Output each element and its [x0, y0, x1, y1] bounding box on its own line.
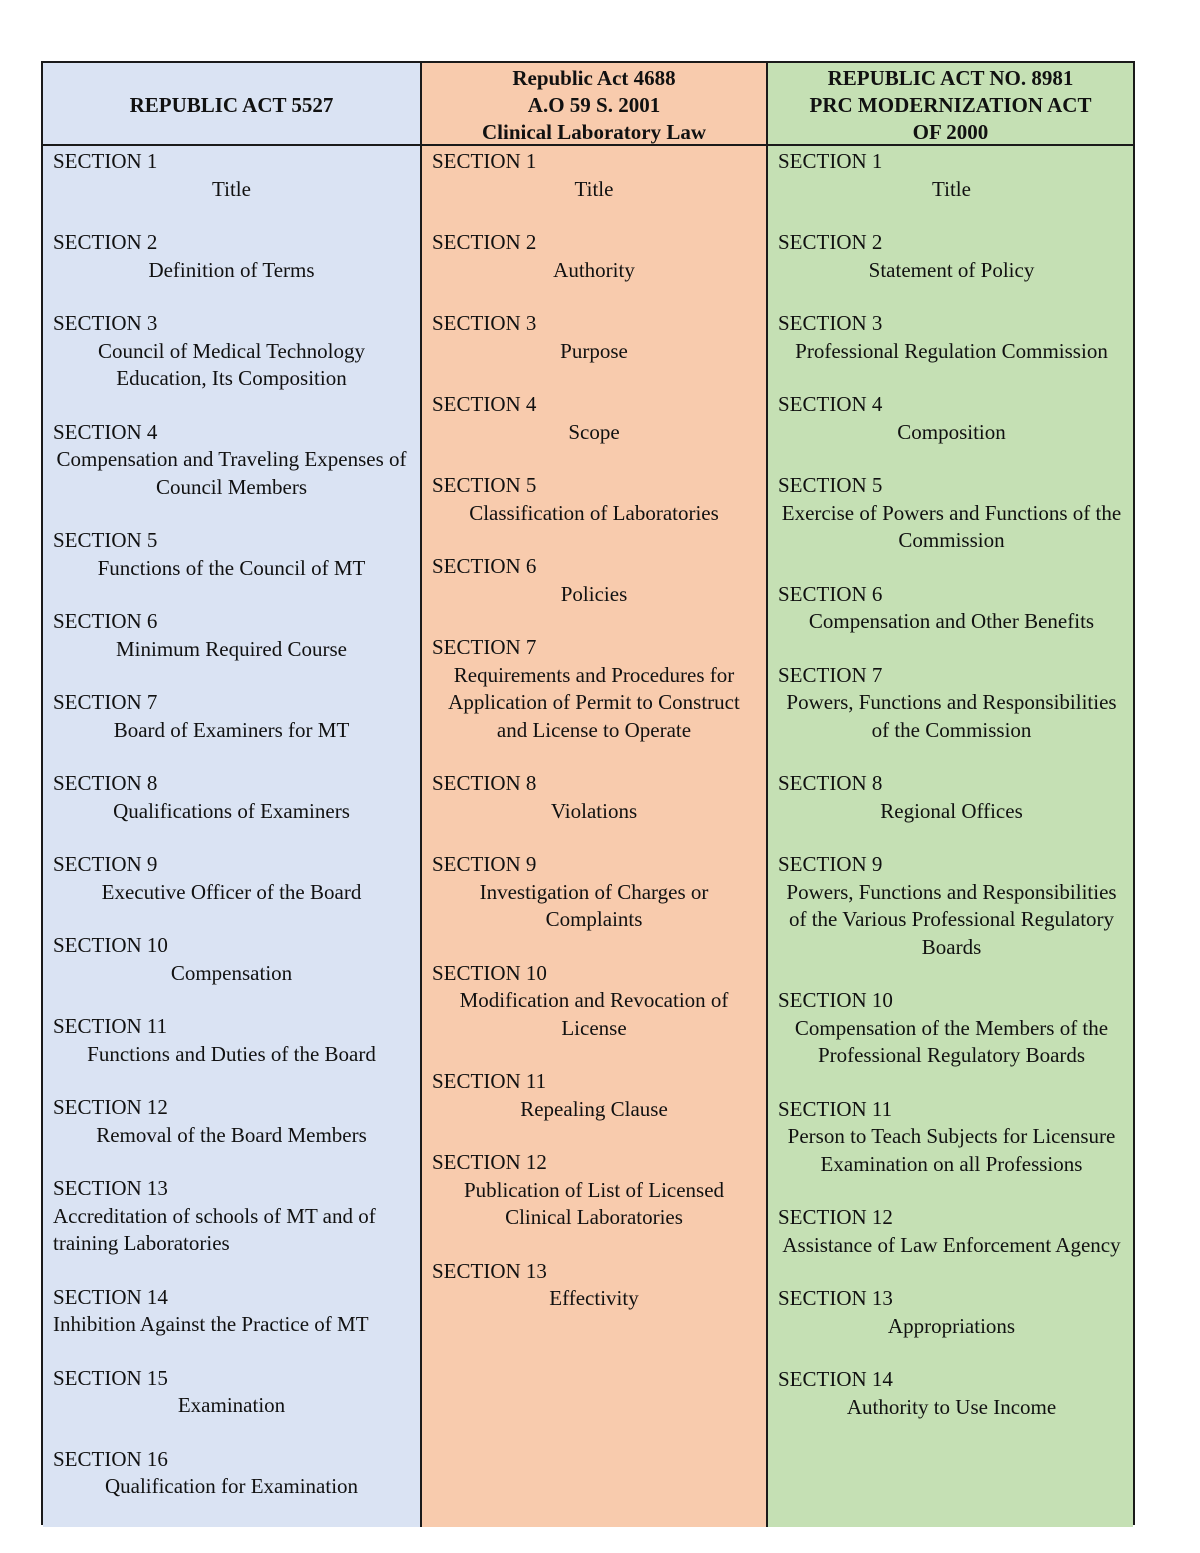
- section-entry: [778, 662, 1125, 745]
- column-body-ra8981: [768, 146, 1133, 1527]
- section-entry: [432, 553, 756, 608]
- section-entry: [432, 1068, 756, 1123]
- section-title: Compensation of the Members of the Professional Regulatory Boards: [794, 1015, 1109, 1067]
- section-number: SECTION 5: [432, 473, 537, 497]
- section-entry: [778, 310, 1125, 365]
- section-title: Scope: [568, 419, 620, 444]
- section-title: Professional Regulation Commission: [795, 338, 1108, 363]
- section-number: SECTION 12: [432, 1150, 547, 1174]
- section-title: Effectivity: [549, 1286, 639, 1310]
- section-number: SECTION 8: [432, 771, 537, 795]
- section-number: SECTION 13: [432, 1258, 547, 1283]
- section-number: SECTION 8: [778, 771, 883, 795]
- section-number: SECTION 6: [53, 609, 158, 633]
- section-number: SECTION 15: [53, 1365, 168, 1390]
- section-number: SECTION 10: [778, 988, 893, 1012]
- section-title: Investigation of Charges or Complaints: [479, 879, 709, 931]
- section-number: SECTION 6: [432, 554, 537, 578]
- section-title: Title: [212, 176, 251, 201]
- section-entry: [778, 987, 1125, 1070]
- column-header-line: REPUBLIC ACT NO. 8981: [827, 66, 1074, 90]
- section-title: Minimum Required Course: [116, 636, 347, 661]
- section-number: SECTION 1: [432, 149, 537, 173]
- section-title: Functions and Duties of the Board: [87, 1041, 376, 1066]
- section-entry: [432, 1149, 756, 1232]
- section-entry: [53, 1365, 410, 1420]
- section-number: SECTION 12: [778, 1205, 893, 1229]
- section-entry: [432, 1258, 756, 1313]
- section-number: SECTION 10: [53, 933, 168, 957]
- section-number: SECTION 4: [432, 392, 537, 416]
- section-entry: [778, 148, 1125, 203]
- section-number: SECTION 5: [53, 528, 158, 552]
- section-entry: [432, 770, 756, 825]
- section-title: Policies: [560, 581, 628, 606]
- section-entry: [778, 851, 1125, 961]
- column-header-line: OF 2000: [912, 120, 989, 144]
- section-entry: [53, 148, 410, 203]
- section-number: SECTION 2: [778, 230, 883, 254]
- section-title: Classification of Laboratories: [469, 500, 719, 525]
- section-number: SECTION 14: [53, 1284, 168, 1309]
- section-entry: [53, 851, 410, 906]
- section-title: Compensation: [170, 960, 293, 985]
- section-title: Appropriations: [887, 1313, 1016, 1338]
- section-entry: [432, 148, 756, 203]
- section-number: SECTION 3: [53, 311, 158, 335]
- section-title: Purpose: [560, 338, 628, 363]
- column-header-line: A.O 59 S. 2001: [527, 93, 661, 117]
- section-number: SECTION 6: [778, 581, 883, 606]
- section-number: SECTION 2: [53, 230, 158, 254]
- column-body-ra5527: [43, 146, 422, 1527]
- column-header-line: REPUBLIC ACT 5527: [129, 93, 334, 117]
- column-body-ra4688: [422, 146, 768, 1527]
- section-title: Compensation and Other Benefits: [808, 609, 1095, 633]
- section-entry: [53, 1446, 410, 1501]
- section-number: SECTION 5: [778, 473, 883, 497]
- column-header-ra5527: [43, 63, 422, 146]
- section-title: Person to Teach Subjects for Licensure Examination on all Professions: [787, 1124, 1116, 1176]
- section-entry: [53, 527, 410, 582]
- section-entry: [778, 229, 1125, 284]
- column-header-line: PRC MODERNIZATION ACT: [809, 93, 1092, 117]
- section-number: SECTION 11: [778, 1096, 893, 1121]
- section-title: Council of Medical Technology Education, Its Composition: [97, 338, 365, 390]
- column-header-line: Clinical Laboratory Law: [482, 120, 706, 144]
- section-title: Title: [932, 176, 971, 201]
- section-number: SECTION 9: [432, 852, 537, 876]
- column-header-ra4688: [422, 63, 768, 146]
- section-entry: [53, 932, 410, 987]
- column-header-ra8981: [768, 63, 1133, 146]
- section-title: Powers, Functions and Responsibilities of the Various Professional Regulatory Boards: [786, 879, 1117, 959]
- section-entry: [53, 1284, 410, 1339]
- section-number: SECTION 9: [778, 852, 883, 876]
- section-entry: [432, 634, 756, 744]
- section-number: SECTION 11: [53, 1014, 168, 1038]
- section-title: Definition of Terms: [148, 257, 315, 282]
- section-number: SECTION 3: [778, 311, 883, 335]
- section-number: SECTION 14: [778, 1367, 893, 1391]
- section-number: SECTION 11: [432, 1069, 547, 1093]
- section-title: Authority: [553, 257, 635, 282]
- section-number: SECTION 9: [53, 852, 158, 876]
- section-title: Examination: [177, 1393, 286, 1417]
- section-entry: [53, 770, 410, 825]
- section-title: Publication of List of Licensed Clinical Laboratories: [463, 1177, 725, 1229]
- section-title: Authority to Use Income: [846, 1394, 1057, 1419]
- section-number: SECTION 7: [432, 635, 537, 659]
- section-number: SECTION 1: [778, 149, 883, 173]
- column-header-line: Republic Act 4688: [512, 66, 676, 90]
- section-number: SECTION 7: [53, 690, 158, 714]
- section-entry: [432, 391, 756, 446]
- section-entry: [778, 1096, 1125, 1179]
- section-entry: [432, 229, 756, 284]
- section-entry: [778, 1366, 1125, 1421]
- section-entry: [53, 229, 410, 284]
- section-title: Modification and Revocation of License: [459, 988, 729, 1040]
- section-number: SECTION 8: [53, 771, 158, 795]
- section-number: SECTION 4: [53, 419, 158, 444]
- section-number: SECTION 13: [53, 1176, 168, 1200]
- section-entry: [53, 689, 410, 744]
- section-entry: [778, 472, 1125, 555]
- section-number: SECTION 4: [778, 392, 883, 416]
- section-number: SECTION 16: [53, 1446, 168, 1471]
- section-title: Title: [574, 176, 614, 201]
- section-entry: [778, 581, 1125, 636]
- section-title: Accreditation of schools of MT and of training Laboratories: [53, 1203, 376, 1255]
- section-title: Requirements and Procedures for Application of Permit to Construct and License to Operate: [448, 662, 740, 742]
- section-title: Powers, Functions and Responsibilities of the Commission: [786, 690, 1117, 742]
- section-title: Composition: [897, 419, 1006, 444]
- section-number: SECTION 10: [432, 960, 547, 985]
- section-entry: [53, 1175, 410, 1258]
- section-title: Repealing Clause: [520, 1096, 668, 1121]
- section-title: Exercise of Powers and Functions of the Commission: [781, 500, 1122, 552]
- section-entry: [432, 960, 756, 1043]
- section-title: Assistance of Law Enforcement Agency: [782, 1232, 1121, 1257]
- section-entry: [53, 310, 410, 393]
- section-number: SECTION 1: [53, 149, 158, 173]
- section-entry: [778, 1285, 1125, 1340]
- section-number: SECTION 2: [432, 230, 537, 254]
- section-title: Statement of Policy: [868, 257, 1035, 282]
- section-title: Regional Offices: [880, 798, 1023, 823]
- section-entry: [53, 1094, 410, 1149]
- section-entry: [432, 310, 756, 365]
- section-title: Violations: [550, 798, 638, 823]
- section-entry: [778, 1204, 1125, 1259]
- section-entry: [53, 1013, 410, 1068]
- section-title: Inhibition Against the Practice of MT: [53, 1312, 369, 1336]
- section-entry: [53, 419, 410, 502]
- section-entry: [53, 608, 410, 663]
- section-title: Functions of the Council of MT: [97, 555, 366, 580]
- section-number: SECTION 12: [53, 1095, 168, 1119]
- section-title: Removal of the Board Members: [96, 1122, 367, 1147]
- section-number: SECTION 13: [778, 1286, 893, 1310]
- section-entry: [432, 472, 756, 527]
- section-title: Qualifications of Examiners: [113, 798, 350, 823]
- section-entry: [778, 770, 1125, 825]
- section-number: SECTION 7: [778, 662, 883, 687]
- section-entry: [432, 851, 756, 934]
- section-title: Executive Officer of the Board: [101, 879, 362, 904]
- section-entry: [778, 391, 1125, 446]
- section-title: Qualification for Examination: [104, 1474, 359, 1498]
- section-title: Compensation and Traveling Expenses of Council Members: [56, 447, 407, 499]
- comparison-table: [41, 61, 1135, 1525]
- section-title: Board of Examiners for MT: [113, 717, 350, 742]
- section-number: SECTION 3: [432, 311, 537, 335]
